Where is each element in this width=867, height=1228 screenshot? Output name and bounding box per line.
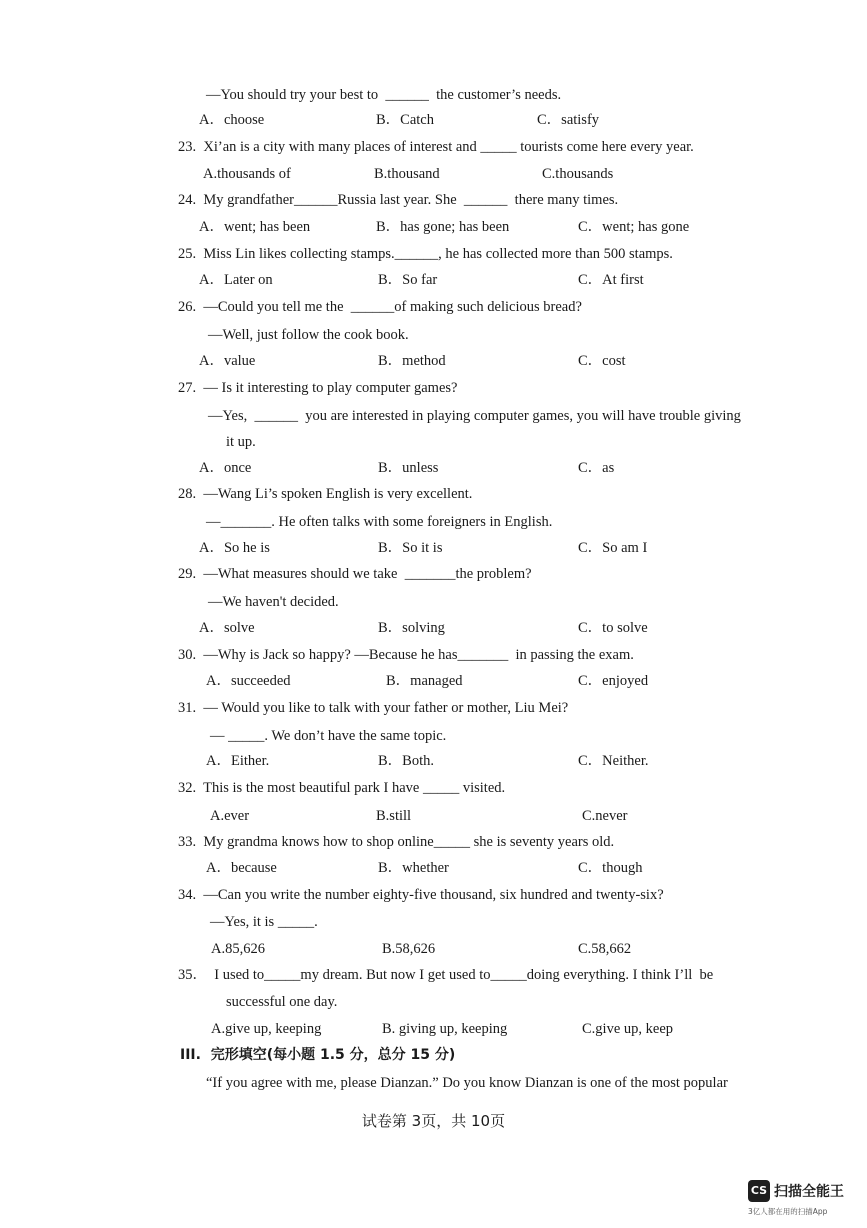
q32-option-b: B.still: [376, 808, 412, 824]
q27-response: —Yes, ______ you are interested in playing computer games, you will have trouble giving: [208, 408, 741, 424]
q33-option-c: C．though: [578, 860, 643, 876]
q27-option-c: C．as: [578, 460, 615, 476]
q27-option-b: B．unless: [378, 460, 439, 476]
q33-option-a: A．because: [206, 860, 277, 876]
q24-option-a: A．went; has been: [199, 219, 311, 235]
q29-option-a: A．solve: [199, 620, 255, 636]
q26-stem: 26. —Could you tell me the ______of making such delicious bread?: [178, 299, 582, 315]
passage-line: “If you agree with me, please Dianzan.” Do you know Dianzan is one of the most popular: [206, 1075, 728, 1091]
q33-option-b: B．whether: [378, 860, 449, 876]
q29-option-b: B．solving: [378, 620, 445, 636]
q27-option-a: A．once: [199, 460, 252, 476]
q31-stem: 31. — Would you like to talk with your father or mother, Liu Mei?: [178, 700, 569, 716]
q29-stem: 29. —What measures should we take _______the problem?: [178, 566, 532, 582]
page-footer: 试卷第 3页，共 10页: [361, 1112, 506, 1130]
q23-option-c: C.thousands: [542, 166, 614, 182]
q30-stem: 30. —Why is Jack so happy? —Because he has_______ in passing the exam.: [178, 647, 634, 663]
section-title: III. 完形填空(每小题 1.5 分，总分 15 分): [180, 1047, 456, 1063]
q28-option-b: B．So it is: [378, 540, 443, 556]
q25-option-b: B．So far: [378, 272, 438, 288]
q30-option-b: B．managed: [386, 673, 463, 689]
q35-stem-cont: successful one day.: [226, 994, 338, 1010]
q22-option-b: B．Catch: [376, 112, 434, 128]
scanner-logo: [746, 1178, 858, 1218]
q32-option-a: A.ever: [210, 808, 250, 824]
q22-option-a: A．choose: [199, 112, 265, 128]
q34-option-c: C.58,662: [578, 941, 632, 957]
q24-option-c: C．went; has gone: [578, 219, 690, 235]
q35-option-c: C.give up, keep: [582, 1021, 674, 1037]
q23-option-b: B.thousand: [374, 166, 440, 182]
q26-option-b: B．method: [378, 353, 446, 369]
scanner-logo-icon: CS: [748, 1180, 770, 1202]
q29-option-c: C．to solve: [578, 620, 648, 636]
q26-response: —Well, just follow the cook book.: [208, 327, 409, 343]
q28-stem: 28. —Wang Li’s spoken English is very excellent.: [178, 486, 473, 502]
q28-option-a: A．So he is: [199, 540, 270, 556]
q32-option-c: C.never: [582, 808, 628, 824]
q28-response: —_______. He often talks with some foreigners in English.: [206, 514, 553, 530]
q34-stem: 34. —Can you write the number eighty-five thousand, six hundred and twenty-six?: [178, 887, 664, 903]
q29-response: —We haven't decided.: [208, 594, 339, 610]
q35-option-a: A.give up, keeping: [211, 1021, 322, 1037]
q34-option-b: B.58,626: [382, 941, 436, 957]
q30-option-a: A．succeeded: [206, 673, 291, 689]
q31-option-b: B．Both.: [378, 753, 434, 769]
scanner-logo-name: 扫描全能王: [774, 1184, 844, 1200]
q28-option-c: C．So am I: [578, 540, 648, 556]
q24-option-b: B．has gone; has been: [376, 219, 510, 235]
q23-stem: 23. Xi’an is a city with many places of interest and _____ tourists come here every year.: [178, 139, 694, 155]
scanner-logo-tagline: 3亿人都在用的扫描App: [748, 1207, 828, 1216]
q24-stem: 24. My grandfather______Russia last year. She ______ there many times.: [178, 192, 619, 208]
q34-option-a: A.85,626: [211, 941, 265, 957]
q27-response-cont: it up.: [226, 434, 256, 450]
q31-option-a: A．Either.: [206, 753, 270, 769]
q22-stem: —You should try your best to ______ the customer’s needs.: [206, 87, 562, 103]
q27-stem: 27. — Is it interesting to play computer games?: [178, 380, 458, 396]
q35-stem: 35． I used to_____my dream. But now I get used to_____doing everything. I think I’ll be: [178, 967, 714, 983]
q25-option-a: A．Later on: [199, 272, 273, 288]
q34-response: —Yes, it is _____.: [210, 914, 318, 930]
q31-option-c: C．Neither.: [578, 753, 649, 769]
q25-option-c: C．At first: [578, 272, 644, 288]
q25-stem: 25. Miss Lin likes collecting stamps.______, he has collected more than 500 stamps.: [178, 246, 673, 262]
q35-option-b: B. giving up, keeping: [382, 1021, 508, 1037]
q26-option-c: C．cost: [578, 353, 626, 369]
q32-stem: 32. This is the most beautiful park I have _____ visited.: [178, 780, 506, 796]
q22-option-c: C．satisfy: [537, 112, 600, 128]
q26-option-a: A．value: [199, 353, 256, 369]
q23-option-a: A.thousands of: [203, 166, 291, 182]
q31-response: — _____. We don’t have the same topic.: [210, 728, 447, 744]
q30-option-c: C．enjoyed: [578, 673, 649, 689]
q33-stem: 33. My grandma knows how to shop online_____ she is seventy years old.: [178, 834, 615, 850]
